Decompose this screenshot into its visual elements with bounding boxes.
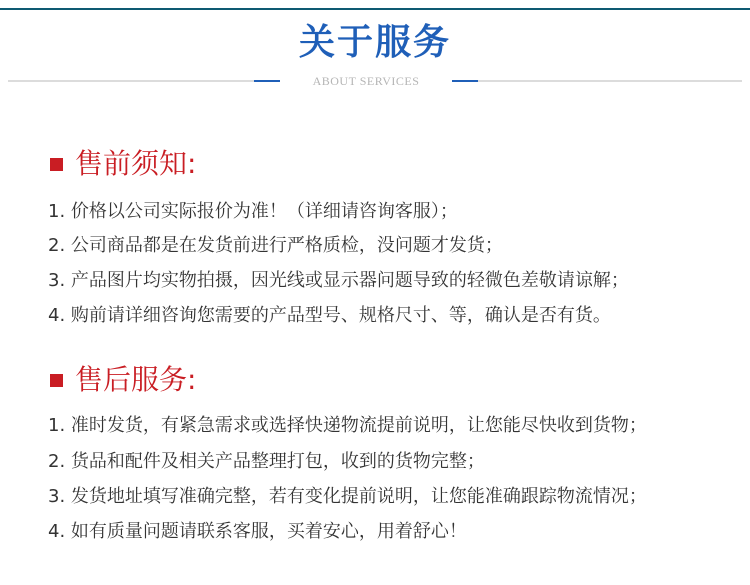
page-title: 关于服务 (298, 22, 451, 63)
top-divider (0, 8, 750, 10)
section-heading-aftersale (50, 362, 196, 398)
list-item: 1. 价格以公司实际报价为准！（详细请咨询客服）； (48, 201, 458, 222)
list-item: 1. 准时发货，有紧急需求或选择快递物流提前说明，让您能尽快收到货物； (48, 415, 647, 436)
list-item: 4. 购前请详细咨询您需要的产品型号、规格尺寸、等，确认是否有货。 (48, 305, 611, 326)
red-square-bullet-icon (50, 374, 63, 387)
subtitle-accent-right (452, 80, 478, 82)
list-item: 3. 发货地址填写准确完整，若有变化提前说明，让您能准确跟踪物流情况； (48, 486, 647, 507)
subtitle-accent-left (254, 80, 280, 82)
subtitle-divider-left (8, 80, 254, 82)
section-heading-presale (50, 146, 196, 182)
subtitle-row (0, 72, 750, 90)
list-item: 3. 产品图片均实物拍摄，因光线或显示器问题导致的轻微色差敬请谅解； (48, 270, 629, 291)
subtitle-divider-right (478, 80, 742, 82)
section-heading-text: 售前须知: (75, 147, 197, 180)
list-item: 4. 如有质量问题请联系客服，买着安心，用着舒心！ (48, 521, 467, 542)
red-square-bullet-icon (50, 158, 63, 171)
page-subtitle: ABOUT SERVICES (312, 74, 420, 88)
list-item: 2. 公司商品都是在发货前进行严格质检，没问题才发货； (48, 235, 503, 256)
section-heading-text: 售后服务: (75, 363, 197, 396)
list-item: 2. 货品和配件及相关产品整理打包，收到的货物完整； (48, 451, 485, 472)
